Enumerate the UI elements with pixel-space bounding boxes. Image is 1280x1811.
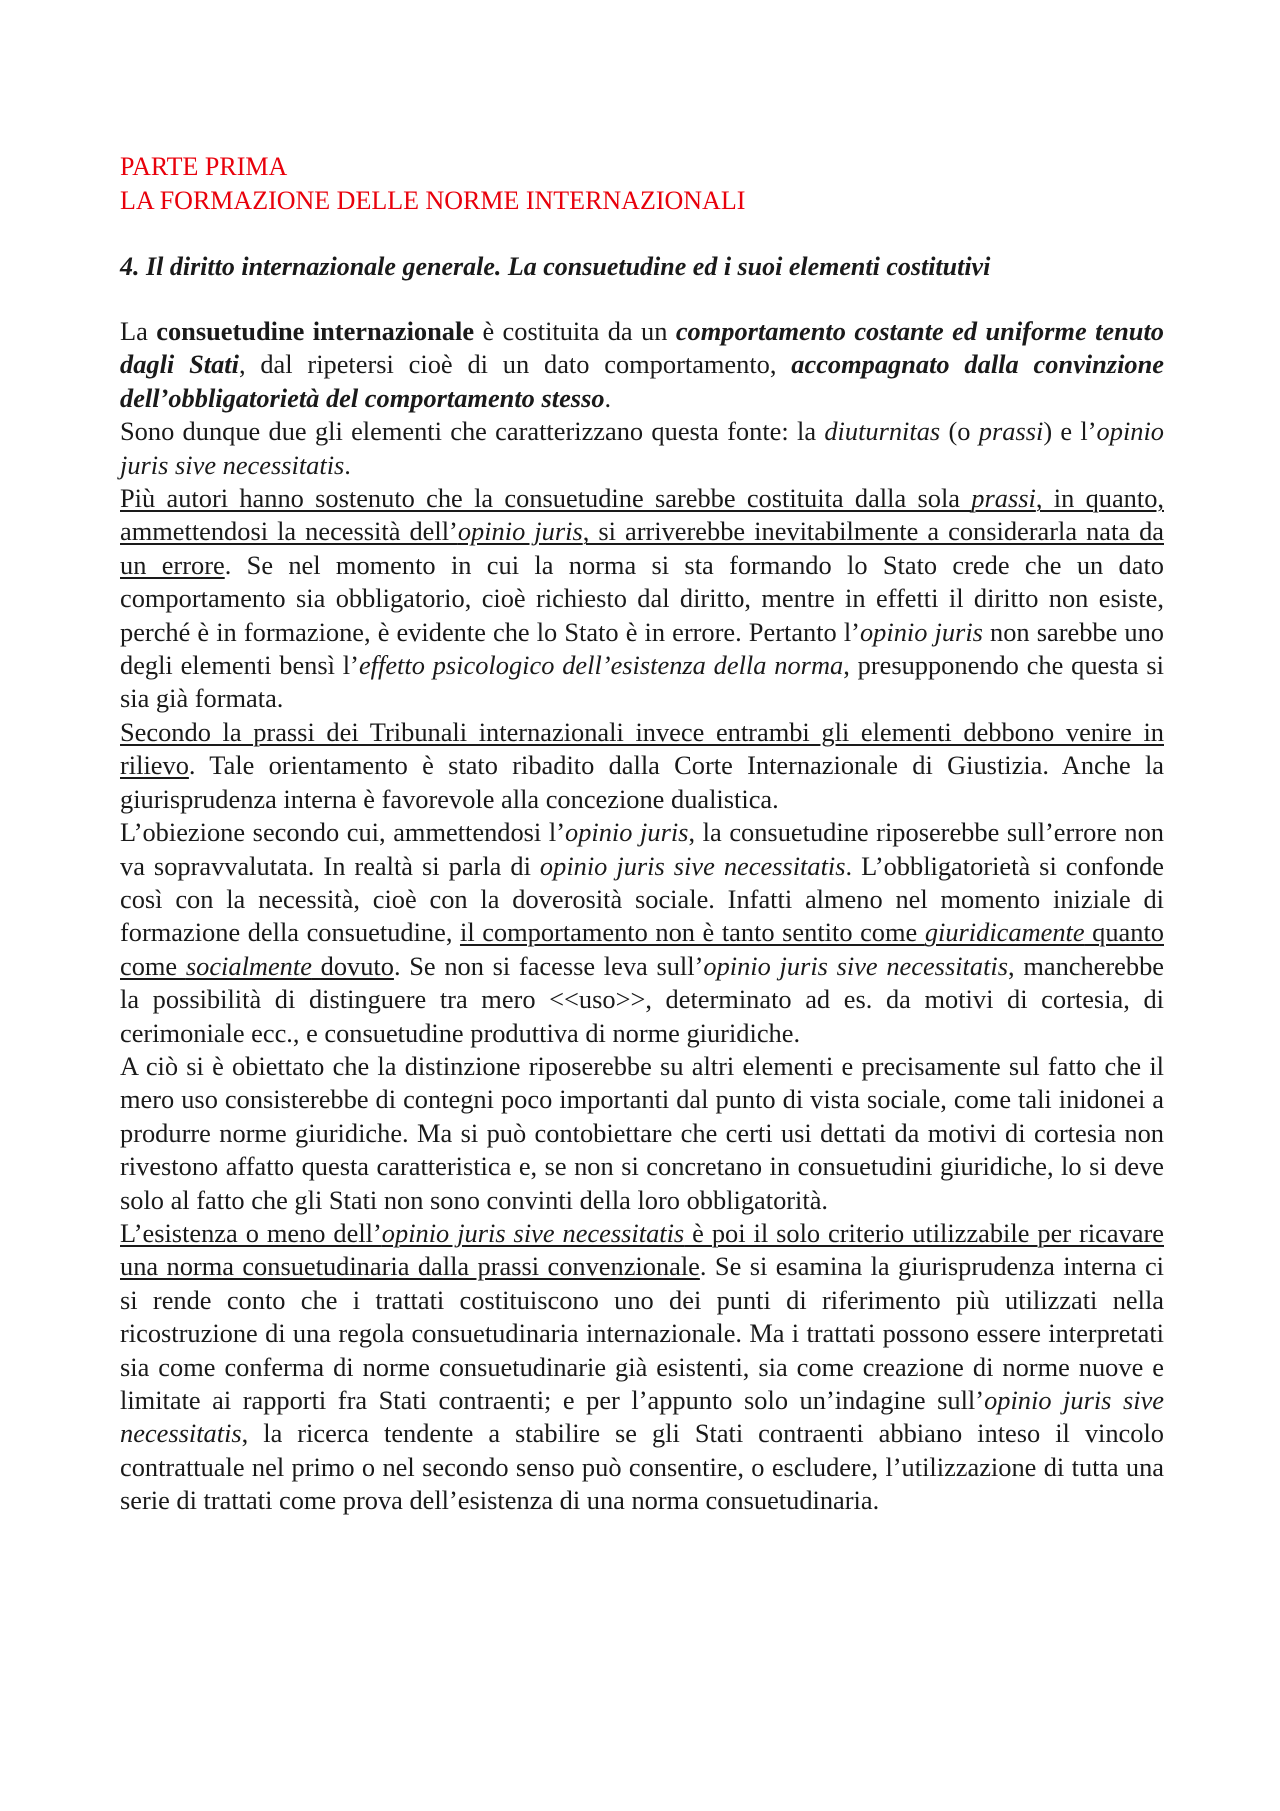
bold-term: consuetudine internazionale [156,316,475,346]
text-span: . Se nel momento in cui la norma si sta formando lo Stato crede che un dato comportamento sia obbligatorio, cioè richiesto dal diritto, mentre in effetti il diritto non esiste, perché è in formazione, è evidente che lo Stato è in errore. Pertanto l’ [120,549,1164,647]
text-span: non sarebbe uno degli elementi bensì l’ [120,616,1164,681]
text-span: L’esistenza o meno dell’ [120,1217,382,1248]
part-title: PARTE PRIMA [120,152,288,181]
paragraph-7 [120,1217,1164,1518]
text-span: ) e l’ [1043,416,1097,447]
text-span: , presupponendo che questa si sia già formata. [120,650,1164,714]
text-span: La [120,316,157,346]
paragraph-3 [120,482,1164,716]
text-span: Sono dunque due gli elementi che caratterizzano questa fonte: la [120,416,825,447]
text-span: . [604,382,612,413]
text-span: , dal ripetersi cioè di un dato comportamento, [238,349,792,380]
italic-term: opinio juris [457,516,583,547]
italic-term: opinio juris sive necessitatis [120,1385,1164,1449]
italic-term: opinio juris [565,817,689,848]
paragraph-5 [120,816,1164,1050]
italic-term: prassi [971,483,1036,514]
paragraph-1 [120,315,1164,415]
text-span: (o [940,416,979,447]
text-span: è poi il solo criterio utilizzabile per ricavare una norma consuetudinaria dalla prassi convenzionale [120,1217,1164,1282]
text-span: L’obiezione secondo cui, ammettendosi l’ [120,817,565,848]
text-span: Più autori hanno sostenuto che la consuetudine sarebbe costituita dalla sola [120,483,972,514]
paragraph-2 [120,415,1164,482]
paragraph-6: A ciò si è obiettato che la distinzione riposerebbe su altri elementi e precisamente sul fatto che il mero uso consisterebbe di contegni poco importanti dal punto di vista sociale, come tali inidonei a produrre norme giuridiche. Ma si può contobiettare che certi usi dettati da motivi di cortesia non rivestono affatto questa caratteristica e, se non si concretano in consuetudini giuridiche, lo si deve solo al fatto che gli Stati non sono convinti della loro obbligatorità. [120,1050,1164,1215]
text-span: quanto come [120,917,1164,981]
italic-term: socialmente [185,950,312,981]
text-span: . L’obbligatorietà si confonde così con la necessità, cioè con la doverosità sociale. Infatti almeno nel momento iniziale di formazione della consuetudine, [120,850,1164,948]
italic-term: giuridicamente [924,917,1085,948]
italic-term: prassi [978,416,1044,447]
italic-term: diuturnitas [824,416,941,447]
paragraph-4 [120,716,1164,816]
text-span: , la ricerca tendente a stabilire se gli Stati contraenti abbiano inteso il vincolo contrattuale nel primo o nel secondo senso può consentire, o escludere, l’utilizzazione di tutta una serie di trattati come prova dell’esistenza di una norma consuetudinaria. [120,1418,1164,1516]
text-span: è costituita da un [474,316,676,346]
text-span: , mancherebbe la possibilità di distinguere tra mero <<uso>>, determinato ad es. da motivi di cortesia, di cerimoniale ecc., e consuetudine produttiva di norme giuridiche. [120,950,1164,1048]
section-title: 4. Il diritto internazionale generale. La consuetudine ed i suoi elementi costitutivi [120,252,991,281]
italic-term: opinio juris sive necessitatis [539,850,846,881]
text-span: . Tale orientamento è stato ribadito dalla Corte Internazionale di Giustizia. Anche la giurisprudenza interna è favorevole alla concezione dualistica. [120,750,1164,814]
bold-italic-term: accompagnato dalla convinzione dell’obbligatorietà del comportamento stesso [120,349,1164,413]
document-body [120,315,1164,1518]
italic-term: effetto psicologico dell’esistenza della norma [358,650,844,681]
text-span: dovuto [311,950,394,981]
bold-italic-term: comportamento costante ed uniforme tenuto dagli Stati [120,316,1164,380]
part-heading [120,150,1160,218]
italic-term: opinio juris sive necessitatis [381,1217,685,1248]
italic-term: opinio juris [859,616,983,647]
text-span: , la consuetudine riposerebbe sull’errore non va sopravvalutata. In realtà si parla di [120,817,1164,881]
italic-term: opinio juris sive necessitatis [703,950,1009,981]
text-span: . Se si esamina la giurisprudenza interna ci si rende conto che i trattati costituiscono uno dei punti di riferimento più utilizzati nella ricostruzione di una regola consuetudinaria internazionale. Ma i trattati possono essere interpretati sia come conferma di norme consuetudinarie già esistenti, sia come creazione di norme nuove e limitate ai rapporti fra Stati contraenti; e per l’appunto solo un’indagine sull’ [120,1251,1164,1415]
text-span: , si arriverebbe inevitabilmente a considerarla nata da un errore [120,516,1164,580]
text-span: il comportamento non è tanto sentito come [459,917,925,948]
underlined-passage: Secondo la prassi dei Tribunali internazionali invece entrambi gli elementi debbono venire in rilievo [120,716,1164,781]
part-subtitle: LA FORMAZIONE DELLE NORME INTERNAZIONALI [120,186,746,215]
italic-term: opinio juris sive necessitatis [120,416,1164,480]
text-span: . Se non si facesse leva sull’ [393,950,704,981]
text-span: , in quanto, ammettendosi la necessità dell’ [120,483,1164,547]
text-span: . [344,449,351,480]
